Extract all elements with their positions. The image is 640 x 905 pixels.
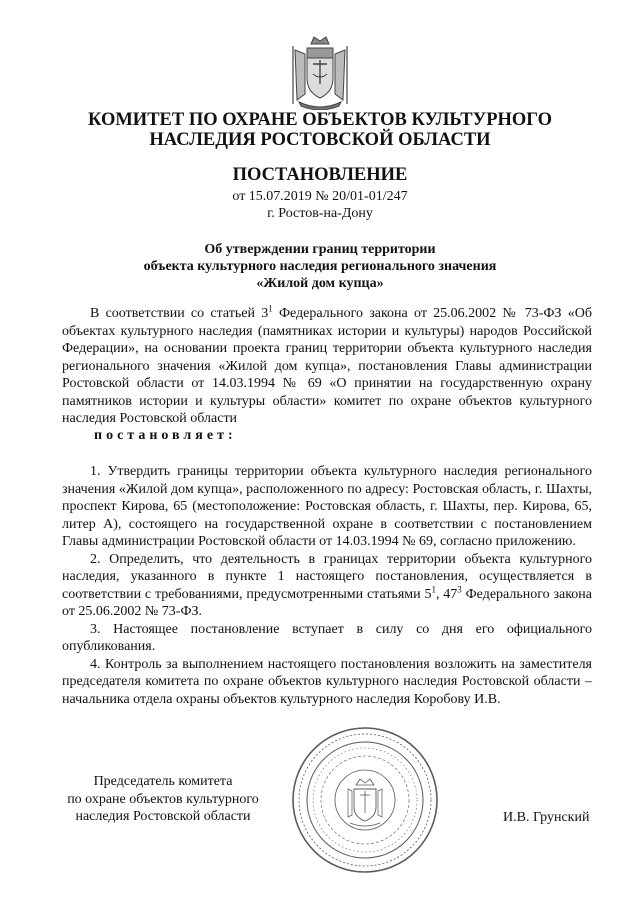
subject-line-1: Об утверждении границ территории (204, 242, 436, 257)
item-2-text-b: , 47 (435, 586, 458, 602)
document-type: ПОСТАНОВЛЕНИЕ (232, 165, 408, 185)
signatory-title-line-2: по охране объектов культурного (67, 791, 259, 807)
signatory-title-line-3: наследия Ростовской области (75, 809, 251, 824)
subject-line-3: «Жилой дом купца» (256, 276, 384, 291)
preamble-start: В соответствии со статьей 3 (90, 306, 269, 321)
document-city: г. Ростов-на-Дону (267, 206, 373, 221)
official-seal-icon (290, 725, 440, 875)
decree-word: постановляет: (94, 428, 237, 443)
item-3: 3. Настоящее постановление вступает в силу со дня его официального опубликования. (62, 621, 592, 654)
subject-line-2: объекта культурного наследия регионального значения (143, 259, 497, 274)
item-1: 1. Утвердить границы территории объекта культурного наследия регионального значения «Жилой дом купца», расположенного по адресу: Ростовская область, г. Шахты, проспект Кирова, 65 (местоположение: Ростовская область, г. Шахты, пер. Кирова, 65, литер А), состоящего на государственной охране в соответствии с постановлением Главы администрации Ростовской области от 14.03.1994 № 69, согласно приложению. (62, 464, 592, 549)
coat-of-arms-icon (289, 34, 351, 110)
organization-title (60, 110, 580, 150)
organization-title-line-1: КОМИТЕТ ПО ОХРАНЕ ОБЪЕКТОВ КУЛЬТУРНОГО (88, 110, 552, 130)
preamble-paragraph (62, 305, 592, 428)
preamble-rest: Федерального закона от 25.06.2002 № 73-ФЗ «Об объектах культурного наследия (памятниках истории и культуры) народов Российской Федерации», на основании проекта границ территории объекта культурного наследия регионального значения «Жилой дом купца», постановления Главы администрации Ростовской области от 14.03.1994 № 69 «О принятии на государственную охрану памятников истории и культуры области» комитет по охране объектов культурного наследия Ростовской области (62, 306, 592, 426)
signatory-title-line-1: Председатель комитета (93, 774, 233, 789)
organization-title-line-2: НАСЛЕДИЯ РОСТОВСКОЙ ОБЛАСТИ (149, 130, 491, 150)
signatory-name: И.В. Грунский (503, 810, 590, 825)
item-4: 4. Контроль за выполнением настоящего постановления возложить на заместителя председателя комитета по охране объектов культурного наследия Ростовской области – начальника отдела охраны объектов культурного наследия Коробову И.В. (62, 656, 592, 707)
document-date-number: от 15.07.2019 № 20/01-01/247 (232, 189, 408, 204)
preamble-superscript: 1 (268, 303, 273, 314)
item-2-text-c: Федерального закона от 25.06.2002 № 73-ФЗ. (62, 586, 593, 619)
document-subject (70, 241, 570, 292)
item-2 (62, 551, 592, 621)
item-2-text-a: 2. Определить, что деятельность в границах территории объекта культурного наследия, указанного в пункте 1 настоящего постановления, осуществляется в соответствии с требованиями, предусмотренными статьями 5 (62, 551, 592, 602)
item-2-sup-1: 1 (431, 583, 436, 594)
decree-items (62, 463, 592, 708)
item-2-sup-2: 3 (457, 583, 462, 594)
signatory-title (58, 773, 268, 826)
